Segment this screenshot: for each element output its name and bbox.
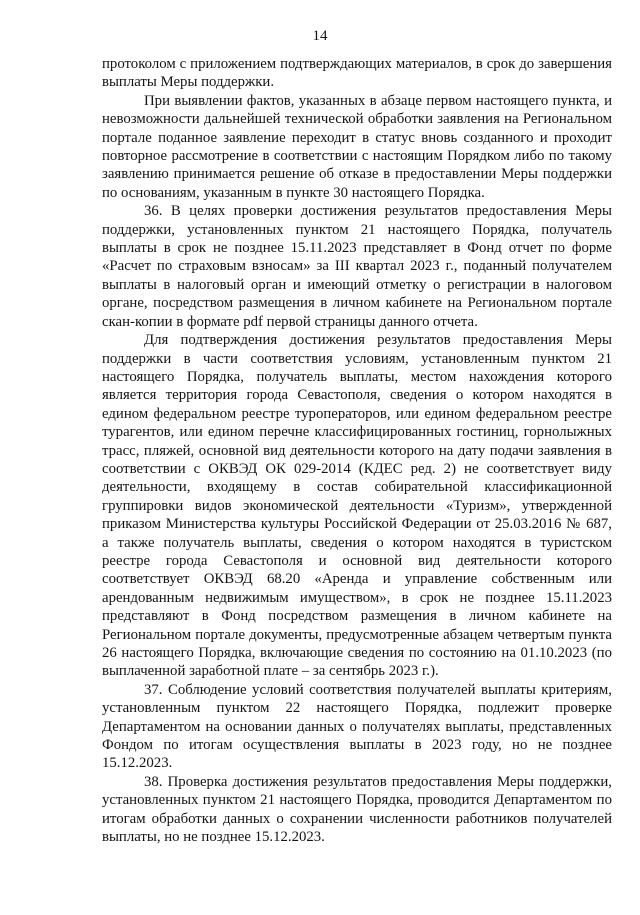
- paragraph-facts-detection: При выявлении фактов, указанных в абзаце первом настоящего пункта, и невозможности дальнейшей технической обработки заявления на Региональном портале поданное заявление переходит в статус вновь созданного и проходит повторное рассмотрение в соответствии с настоящим Порядком либо по такому заявлению принимается решение об отказе в предоставлении Меры поддержки по основаниям, указанным в пункте 30 настоящего Порядка.: [102, 92, 612, 201]
- paragraph-item-37: 37. Соблюдение условий соответствия получателей выплаты критериям, установленным пунктом 22 настоящего Порядка, подлежит проверке Департаментом на основании данных о получателях выплаты, представленных Фондом по итогам осуществления выплаты в 2023 году, но не позднее 15.12.2023.: [102, 681, 612, 772]
- paragraph-item-36: 36. В целях проверки достижения результатов предоставления Меры поддержки, установленных пунктом 21 настоящего Порядка, получатель выплаты в срок не позднее 15.11.2023 представляет в Фонд отчет по форме «Расчет по страховым взносам» за III квартал 2023 г., поданный получателем выплаты в налоговый орган и имеющий отметку о регистрации в налоговом органе, посредством размещения в личном кабинете на Региональном портале скан-копии в формате pdf первой страницы данного отчета.: [102, 203, 612, 330]
- page-number: 14: [312, 28, 328, 44]
- paragraph-item-38: 38. Проверка достижения результатов предоставления Меры поддержки, установленных пунктом 21 настоящего Порядка, проводится Департаментом по итогам обработки данных о сохранении численности работников получателей выплаты, но не позднее 15.12.2023.: [102, 773, 612, 846]
- document-body: [102, 55, 612, 846]
- paragraph-confirmation: Для подтверждения достижения результатов предоставления Меры поддержки в части соответствия условиям, установленным пунктом 21 настоящего Порядка, получатель выплаты, местом нахождения которого является территория города Севастополя, сведения о котором находятся в едином федеральном реестре туроператоров, или едином федеральном реестре турагентов, или едином перечне классифицированных гостиниц, горнолыжных трасс, пляжей, основной вид деятельности которого на дату подачи заявления в соответствии с ОКВЭД ОК 029-2014 (КДЕС ред. 2) не соответствует виду деятельности, входящему в состав собирательной классификационной группировки видов экономической деятельности «Туризм», утвержденной приказом Министерства культуры Российской Федерации от 25.03.2016 № 687, а также получатель выплаты, сведения о котором находятся в туристском реестре города Севастополя и основной вид деятельности которого соответствует ОКВЭД 68.20 «Аренда и управление собственным или арендованным недвижимым имуществом», в срок не позднее 15.11.2023 представляют в Фонд посредством размещения в личном кабинете на Региональном портале документы, предусмотренные абзацем четвертым пункта 26 настоящего Порядка, включающие сведения по состоянию на 01.10.2023 (по выплаченной заработной плате – за сентябрь 2023 г.).: [102, 332, 612, 680]
- paragraph-continuation: протоколом с приложением подтверждающих материалов, в срок до завершения выплаты Меры поддержки.: [102, 56, 612, 91]
